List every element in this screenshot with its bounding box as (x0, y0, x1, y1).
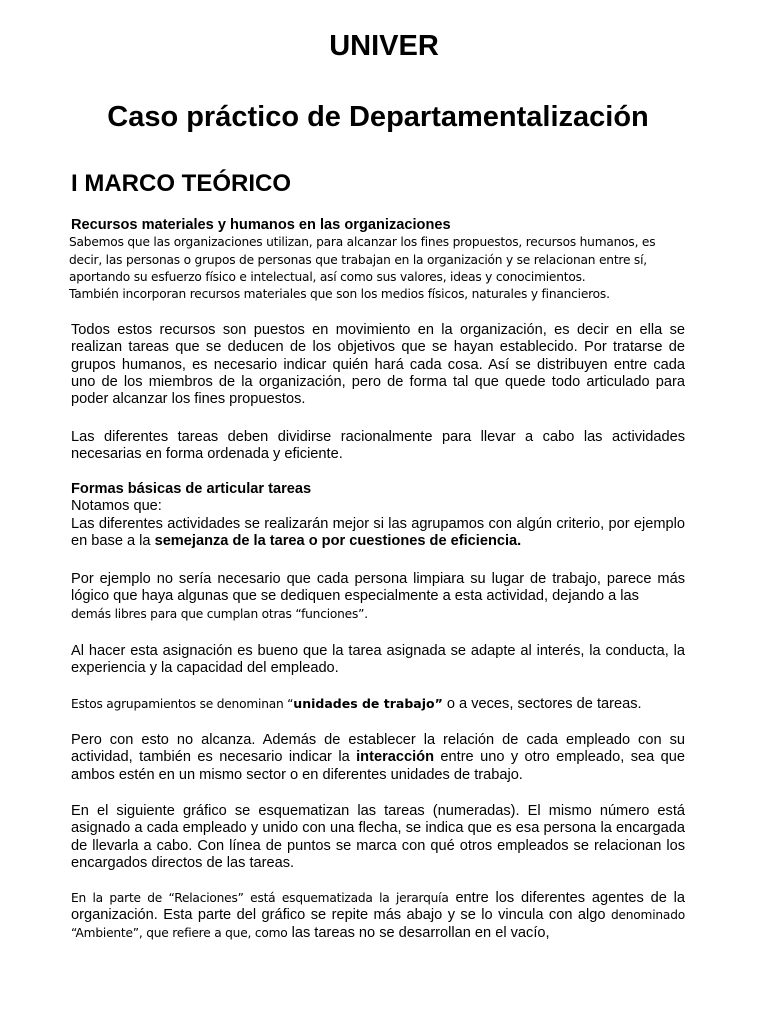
paragraph-line: aportando su esfuerzo físico e intelectual, así como sus valores, ideas y conocimientos. (69, 269, 586, 284)
paragraph-grafico: En el siguiente gráfico se esquematizan las tareas (numeradas). El mismo número está asignado a cada empleado y unido con una flecha, se indica que es esa persona la encargada de llevarla a cabo. Con línea de puntos se marca con qué otros empleados se relacionan los encargados directos de las tareas. (71, 803, 685, 871)
subsection-heading: Recursos materiales y humanos en las organizaciones (71, 217, 451, 233)
paragraph-relaciones (71, 890, 685, 942)
paragraph-text: las tareas no se desarrollan en el vacío, (287, 924, 550, 941)
paragraph-text: En la parte de “Relaciones” está esquematizada la jerarquía (71, 891, 449, 905)
paragraph-recursos-movimiento: Todos estos recursos son puestos en movimiento en la organización, es decir en ella se realizan tareas que se deducen de los objetivos que se hayan establecido. Por tratarse de grupos humanos, es necesario indicar quién hará cada cosa. Así se distribuyen entre cada uno de los miembros de la organización, pero de forma tal que quede todo articulado para poder alcanzar los fines propuestos. (71, 322, 685, 408)
paragraph-interaccion (71, 732, 685, 784)
paragraph-text: entre los diferentes agentes de la organización. Esta parte del gráfico se repite más abajo y se lo vincula con algo (71, 890, 685, 924)
paragraph-text: Las diferentes actividades se realizarán mejor si las agrupamos con algún criterio, por ejemplo en base a la (71, 515, 685, 549)
paragraph-text: Pero con esto no alcanza. Además de establecer la relación de cada empleado con su actividad, también es necesario indicar la (71, 732, 685, 766)
paragraph-text: o a veces, sectores de tareas. (442, 696, 642, 712)
subsection-formas-basicas (71, 481, 685, 550)
paragraph-text: denominado “Ambiente”, que refiere a que, como (71, 908, 685, 940)
org-title: UNIVER (329, 30, 439, 62)
emphasis-text: semejanza de la tarea o por cuestiones de eficiencia. (154, 532, 522, 549)
paragraph-line: decir, las personas o grupos de personas que trabajan en la organización y se relacionan entre sí, (69, 252, 647, 267)
paragraph-text: Estos agrupamientos se denominan “ (71, 697, 294, 711)
document-title: Caso práctico de Departamentalización (107, 101, 649, 133)
paragraph-notamos: Notamos que: (71, 498, 162, 515)
paragraph-text: entre uno y otro empleado, sea que ambos estén en un mismo sector o en diferentes unidades de trabajo. (71, 749, 685, 783)
paragraph-ejemplo-limpieza (71, 571, 685, 623)
paragraph-tareas-racionales: Las diferentes tareas deben dividirse racionalmente para llevar a cabo las actividades necesarias en forma ordenada y eficiente. (71, 429, 685, 463)
paragraph-asignacion: Al hacer esta asignación es bueno que la tarea asignada se adapte al interés, la conducta, la experiencia y la capacidad del empleado. (71, 643, 685, 677)
emphasis-text: interacción (356, 749, 434, 766)
paragraph-agrupamientos (71, 695, 685, 713)
paragraph-text: Por ejemplo no sería necesario que cada persona limpiara su lugar de trabajo, parece más lógico que haya algunas que se dediquen especialmente a esta actividad, dejando a las (71, 571, 685, 605)
paragraph-agrupamos (71, 516, 685, 551)
section-heading: I MARCO TEÓRICO (71, 170, 291, 197)
subsection-recursos (71, 217, 685, 303)
emphasis-text: unidades de trabajo” (293, 696, 443, 711)
subsection-heading: Formas básicas de articular tareas (71, 481, 312, 497)
paragraph-line: Sabemos que las organizaciones utilizan, para alcanzar los fines propuestos, recursos humanos, es (69, 235, 656, 250)
paragraph-line: También incorporan recursos materiales que son los medios físicos, naturales y financieros. (69, 287, 610, 302)
paragraph-text-tail: demás libres para que cumplan otras “funciones”. (71, 606, 368, 621)
